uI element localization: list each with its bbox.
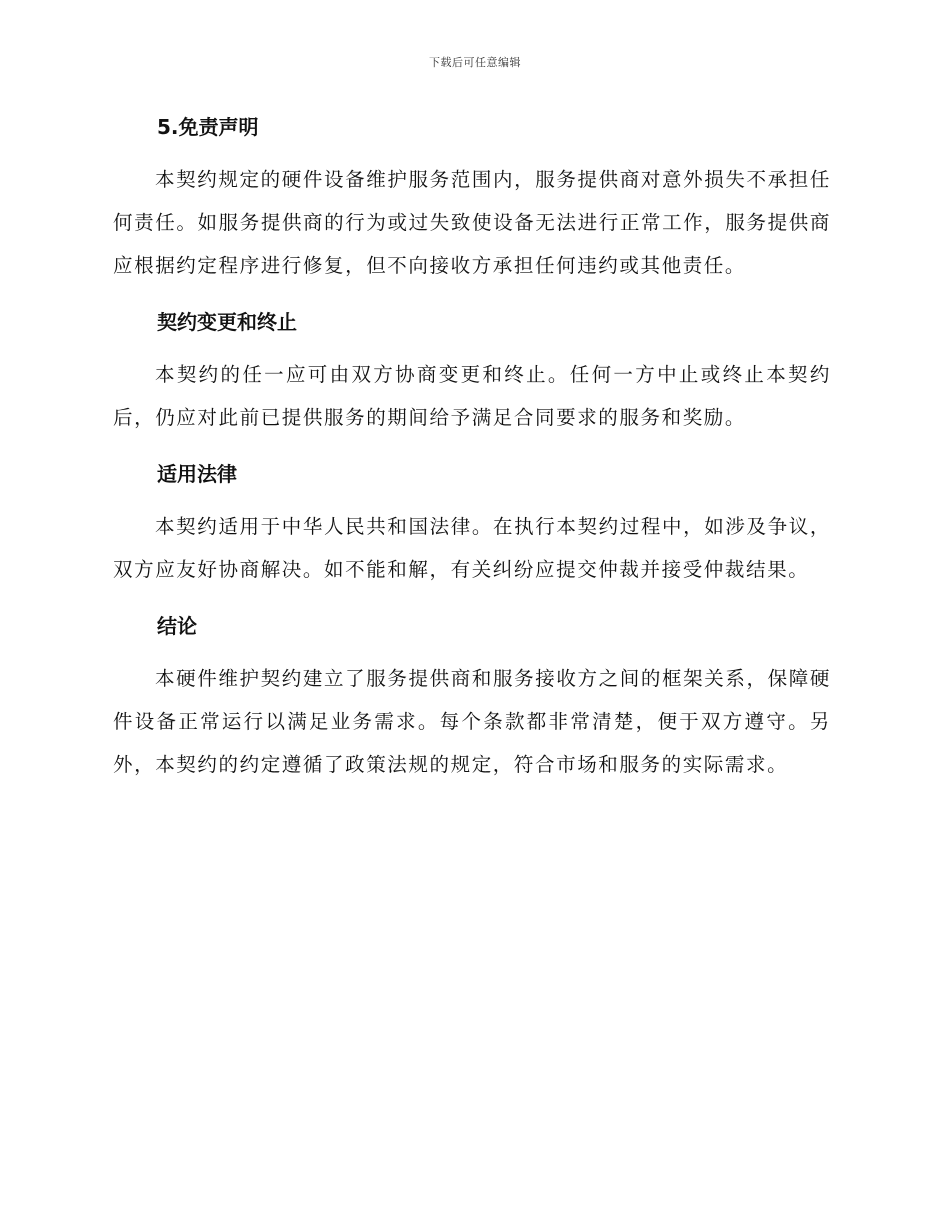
section-paragraph: 本契约规定的硬件设备维护服务范围内，服务提供商对意外损失不承担任何责任。如服务提供商的行为或过失致使设备无法进行正常工作，服务提供商应根据约定程序进行修复，但不向接收方承担任何违约或其他责任。 — [113, 168, 831, 277]
document-body — [113, 112, 831, 806]
section-heading: 结论 — [157, 614, 197, 638]
section-heading: 适用法律 — [157, 462, 237, 486]
section-disclaimer — [113, 112, 831, 287]
section-conclusion — [113, 611, 831, 786]
page-header: 下载后可任意编辑 — [429, 56, 521, 69]
section-paragraph: 本硬件维护契约建立了服务提供商和服务接收方之间的框架关系，保障硬件设备正常运行以满足业务需求。每个条款都非常清楚，便于双方遵守。另外，本契约的约定遵循了政策法规的规定，符合市场和服务的实际需求。 — [113, 667, 831, 776]
section-change-termination — [113, 307, 831, 439]
section-applicable-law — [113, 459, 831, 591]
section-paragraph: 本契约适用于中华人民共和国法律。在执行本契约过程中，如涉及争议，双方应友好协商解决。如不能和解，有关纠纷应提交仲裁并接受仲裁结果。 — [113, 515, 831, 581]
section-heading: 契约变更和终止 — [157, 310, 297, 334]
section-heading: 5.免责声明 — [157, 115, 259, 139]
section-paragraph: 本契约的任一应可由双方协商变更和终止。任何一方中止或终止本契约后，仍应对此前已提供服务的期间给予满足合同要求的服务和奖励。 — [113, 363, 831, 429]
